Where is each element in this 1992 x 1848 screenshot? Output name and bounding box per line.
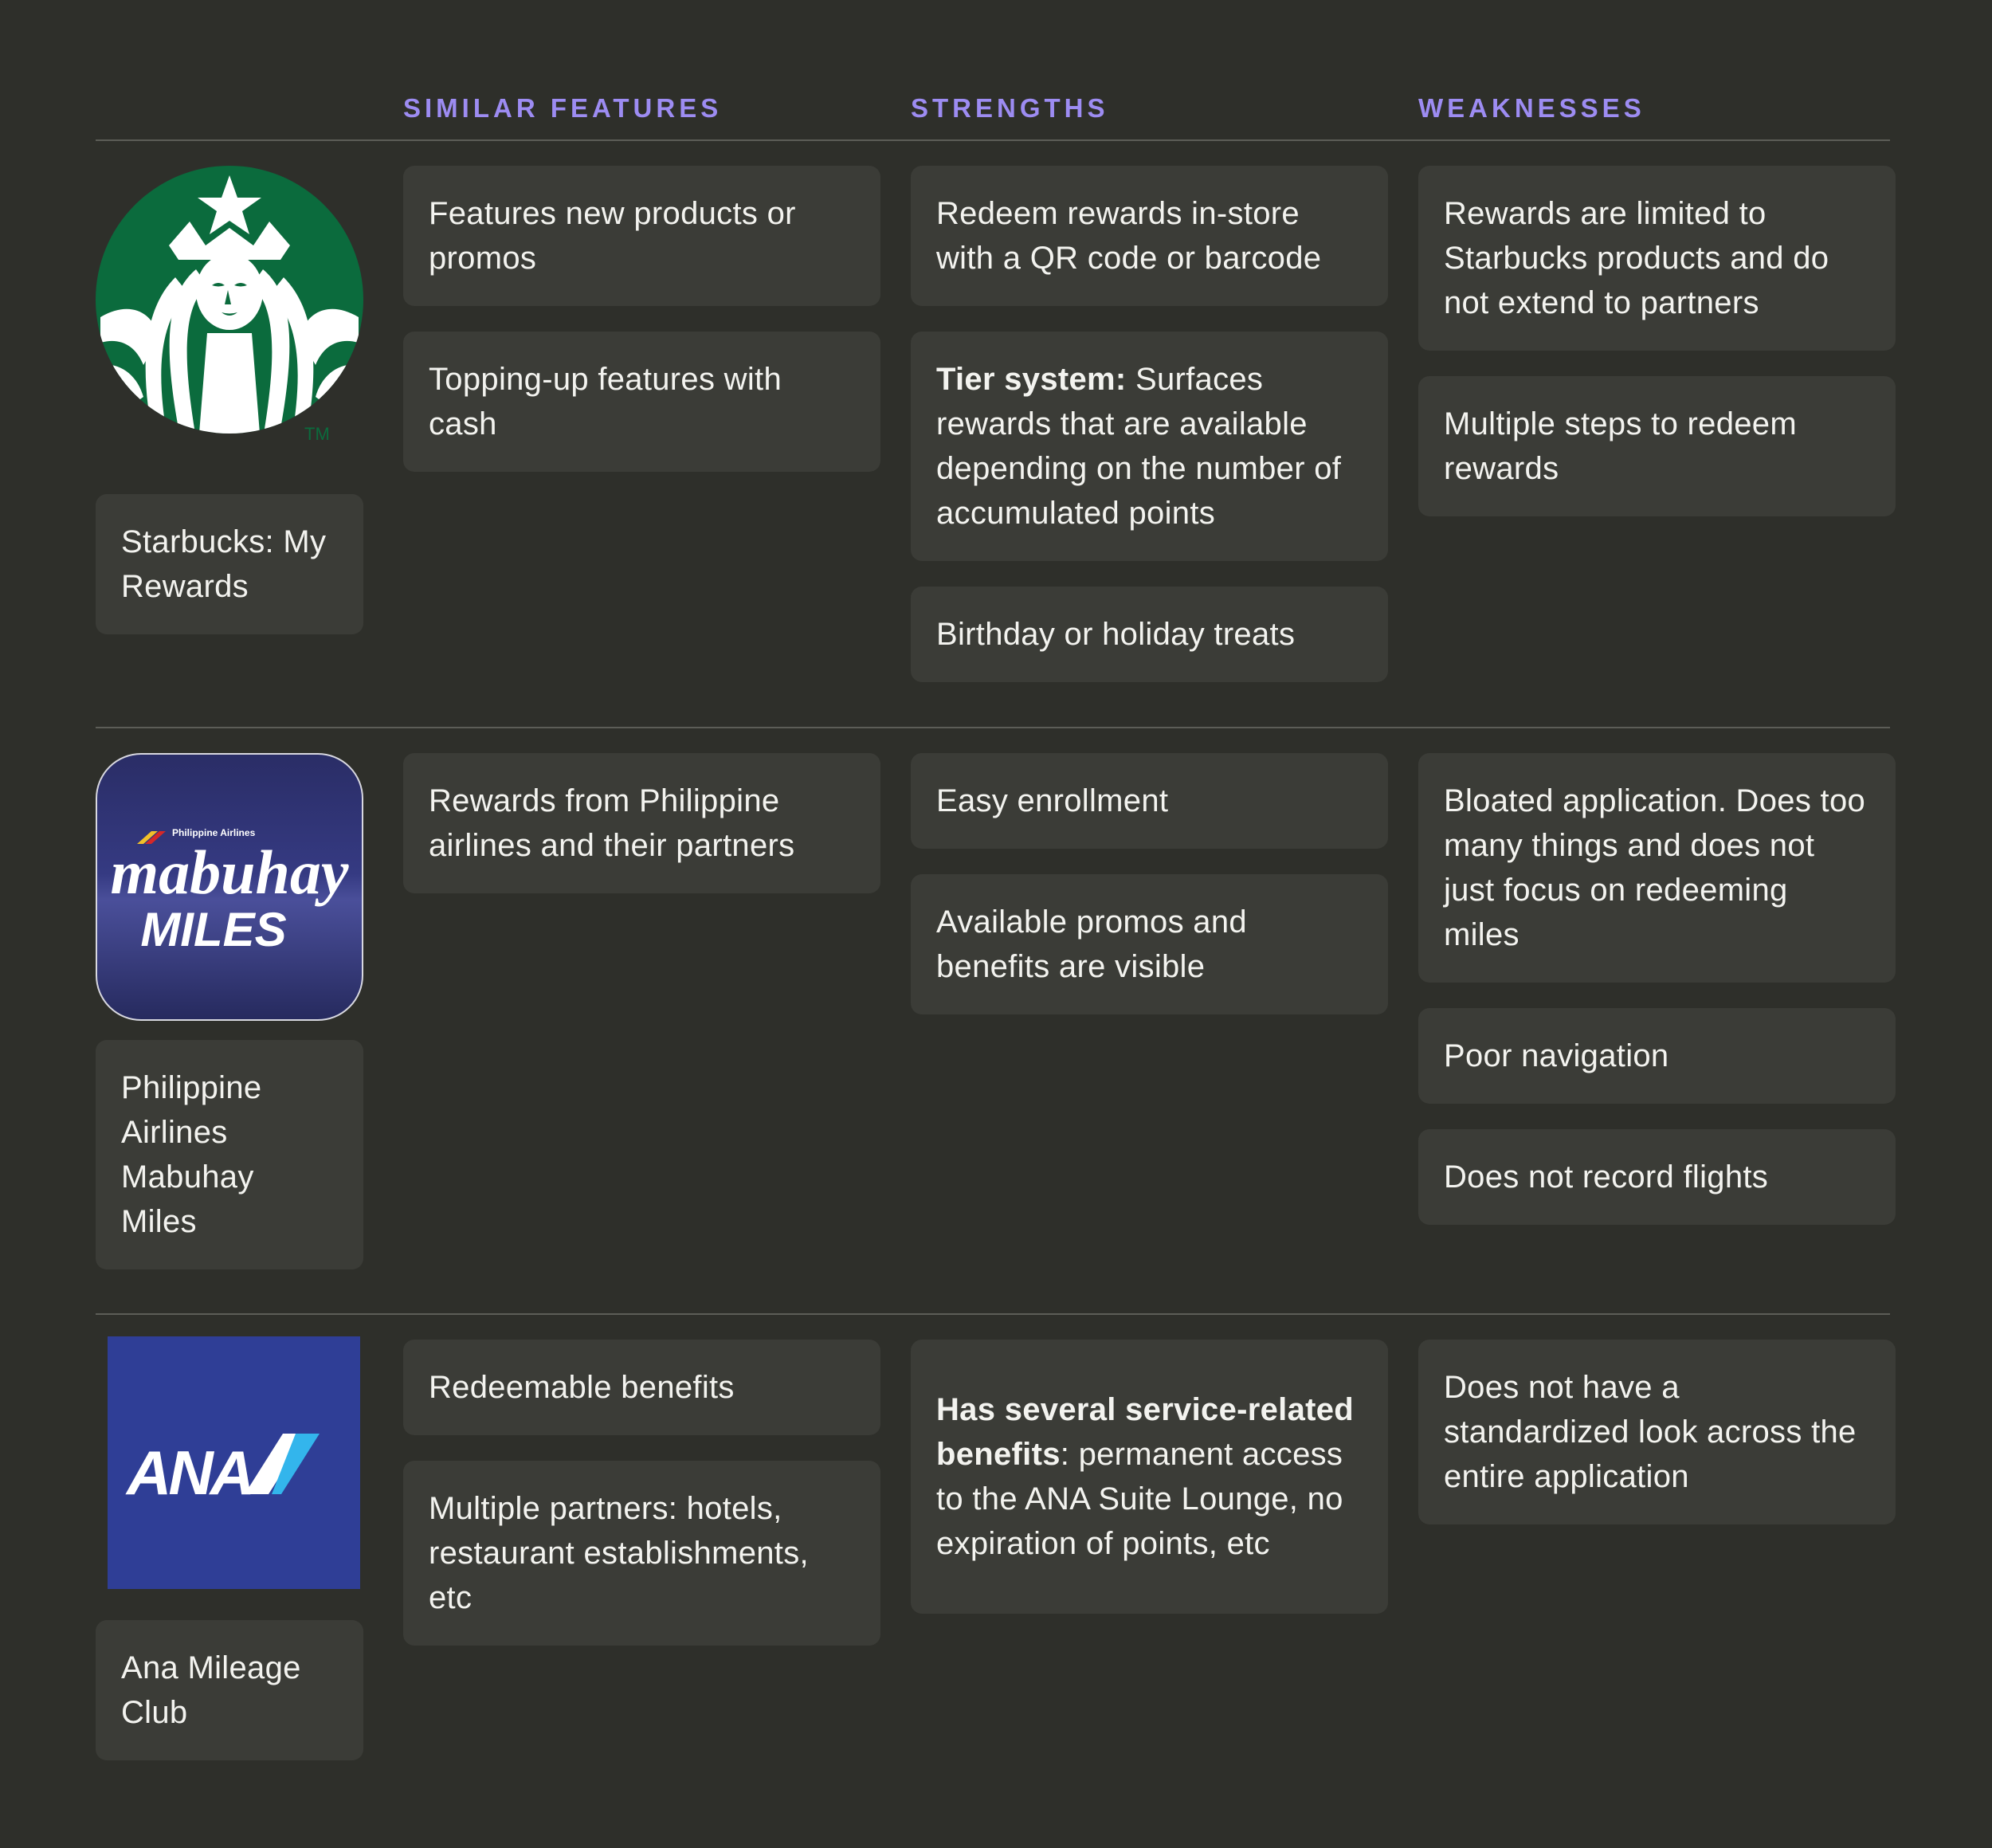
similar-feature-text: Topping-up features with cash bbox=[429, 362, 782, 441]
strength-card bbox=[911, 332, 1388, 561]
header-divider bbox=[96, 139, 1890, 141]
weakness-text: Multiple steps to redeem rewards bbox=[1444, 406, 1797, 486]
weakness-card bbox=[1418, 1008, 1896, 1104]
app-name-label: Starbucks: My Rewards bbox=[121, 524, 327, 604]
weakness-card bbox=[1418, 1340, 1896, 1524]
similar-feature-card bbox=[403, 753, 880, 893]
strength-text: Easy enrollment bbox=[936, 783, 1169, 818]
ana-logo-icon bbox=[108, 1336, 360, 1589]
strength-card bbox=[911, 166, 1388, 306]
weakness-card bbox=[1418, 1129, 1896, 1225]
strength-text: Birthday or holiday treats bbox=[936, 617, 1296, 652]
strength-card bbox=[911, 1340, 1388, 1614]
strength-text: Redeem rewards in-store with a QR code or barcode bbox=[936, 196, 1322, 276]
miles-wordmark: MILES bbox=[140, 903, 287, 956]
mabuhay-script-wordmark: mabuhay bbox=[110, 838, 349, 907]
app-name-label: Philippine Airlines Mabuhay Miles bbox=[121, 1070, 262, 1239]
app-name-mabuhay-miles bbox=[96, 1040, 363, 1269]
similar-feature-card bbox=[403, 332, 880, 472]
weakness-text: Rewards are limited to Starbucks products and do not extend to partners bbox=[1444, 196, 1829, 320]
weakness-text: Poor navigation bbox=[1444, 1038, 1669, 1073]
weakness-text: Does not have a standardized look across the entire application bbox=[1444, 1370, 1857, 1494]
strength-text: Available promos and benefits are visible bbox=[936, 904, 1247, 984]
strength-card bbox=[911, 753, 1388, 849]
airline-wordmark: Philippine Airlines bbox=[172, 827, 256, 838]
similar-feature-text: Features new products or promos bbox=[429, 196, 796, 276]
strength-text: Tier system: Surfaces rewards that are available depending on the number of accumulated points bbox=[936, 362, 1342, 531]
strength-card bbox=[911, 587, 1388, 682]
similar-feature-card bbox=[403, 1340, 880, 1435]
similar-feature-text: Redeemable benefits bbox=[429, 1370, 735, 1405]
app-name-label: Ana Mileage Club bbox=[121, 1650, 301, 1730]
ana-wordmark: ANA bbox=[127, 1438, 252, 1508]
weakness-card bbox=[1418, 753, 1896, 983]
strength-text: Has several service-related benefits: permanent access to the ANA Suite Lounge, no expiration of points, etc bbox=[936, 1392, 1355, 1561]
header-weaknesses: WEAKNESSES bbox=[1418, 93, 1645, 123]
similar-feature-card bbox=[403, 166, 880, 306]
similar-feature-card bbox=[403, 1461, 880, 1646]
row-divider bbox=[96, 1313, 1890, 1315]
app-name-starbucks bbox=[96, 494, 363, 634]
header-strengths: STRENGTHS bbox=[911, 93, 1109, 123]
row-divider bbox=[96, 727, 1890, 728]
weakness-card bbox=[1418, 376, 1896, 516]
mabuhay-miles-app-icon bbox=[96, 753, 363, 1021]
similar-feature-text: Rewards from Philippine airlines and their partners bbox=[429, 783, 795, 863]
weakness-card bbox=[1418, 166, 1896, 351]
header-similar-features: SIMILAR FEATURES bbox=[403, 93, 723, 123]
weakness-text: Does not record flights bbox=[1444, 1159, 1769, 1195]
weakness-text: Bloated application. Does too many things and does not just focus on redeeming miles bbox=[1444, 783, 1866, 952]
app-name-ana bbox=[96, 1620, 363, 1760]
starbucks-siren-logo-icon bbox=[96, 166, 363, 446]
strength-card bbox=[911, 874, 1388, 1014]
similar-feature-text: Multiple partners: hotels, restaurant establishments, etc bbox=[429, 1491, 809, 1615]
trademark-mark: TM bbox=[304, 424, 330, 444]
